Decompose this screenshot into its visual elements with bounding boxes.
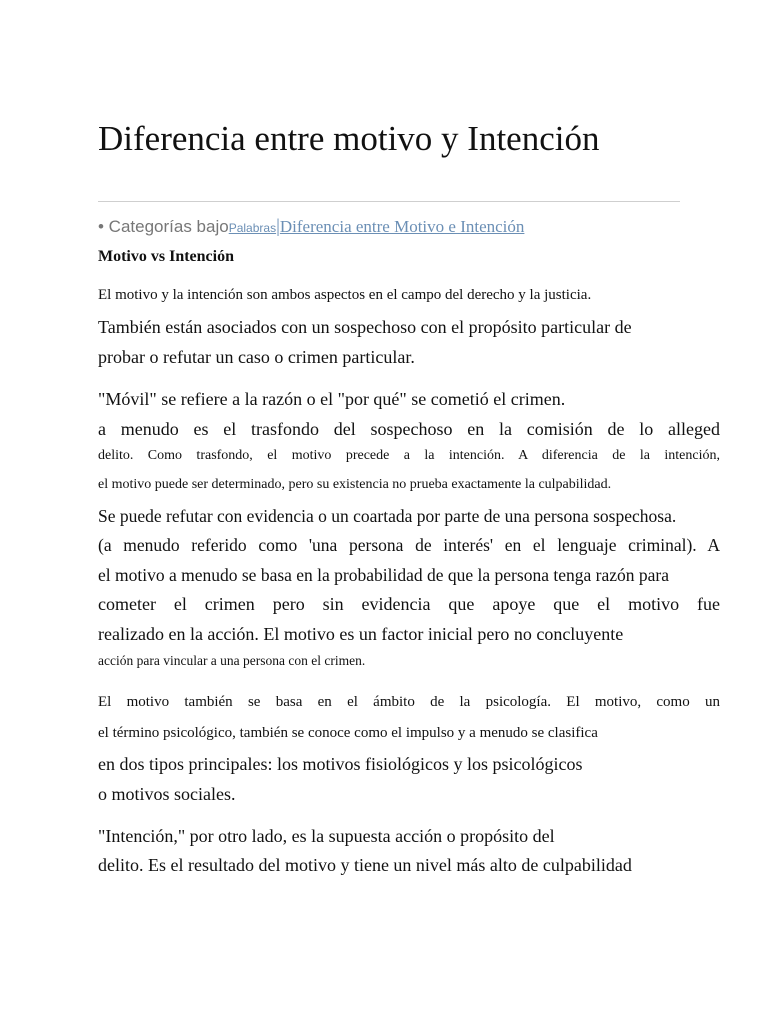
article-link[interactable]: Diferencia entre Motivo e Intención: [279, 217, 525, 236]
body-line: en dos tipos principales: los motivos fisiológicos y los psicológicos: [98, 754, 583, 774]
categories-line: [98, 216, 698, 239]
body-line: realizado en la acción. El motivo es un factor inicial pero no concluyente: [98, 624, 624, 644]
page-title: Diferencia entre motivo y Intención: [98, 119, 600, 158]
body-line: acción para vincular a una persona con el crimen.: [98, 653, 366, 668]
body-line: el término psicológico, también se conoce como el impulso y a menudo se clasifica: [98, 725, 598, 741]
body-line: cometer el crimen pero sin evidencia que apoye que el motivo fue: [98, 594, 720, 614]
body-line: "Intención," por otro lado, es la supuesta acción o propósito del: [98, 826, 555, 846]
body-line: delito. Es el resultado del motivo y tiene un nivel más alto de culpabilidad: [98, 855, 632, 875]
body-line: el motivo a menudo se basa en la probabilidad de que la persona tenga razón para: [98, 565, 669, 585]
category-link[interactable]: Palabras: [228, 221, 277, 235]
categories-label: • Categorías bajo: [98, 217, 229, 236]
body-line: delito. Como trasfondo, el motivo precede a la intención. A diferencia de la intención,: [98, 448, 720, 463]
body-line: el motivo puede ser determinado, pero su existencia no prueba exactamente la culpabilidad.: [98, 477, 612, 492]
body-line: También están asociados con un sospechoso con el propósito particular de: [98, 317, 632, 337]
body-line: Se puede refutar con evidencia o un coartada por parte de una persona sospechosa.: [98, 506, 677, 526]
body-line: El motivo y la intención son ambos aspectos en el campo del derecho y la justicia.: [98, 287, 592, 303]
category-separator: |: [276, 216, 280, 237]
body-line: a menudo es el trasfondo del sospechoso en la comisión de lo alleged: [98, 419, 720, 439]
body-line: El motivo también se basa en el ámbito de la psicología. El motivo, como un: [98, 694, 720, 710]
body-line: o motivos sociales.: [98, 784, 236, 804]
section-heading: Motivo vs Intención: [98, 248, 234, 265]
title-divider: [98, 201, 680, 202]
body-line: probar o refutar un caso o crimen particular.: [98, 347, 415, 367]
body-line: (a menudo referido como 'una persona de interés' en el lenguaje criminal). A: [98, 535, 720, 555]
body-line: "Móvil" se refiere a la razón o el "por qué" se cometió el crimen.: [98, 389, 566, 409]
